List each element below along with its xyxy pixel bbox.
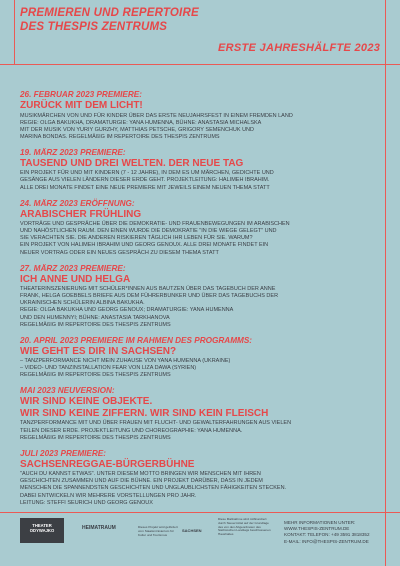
event-item [20,264,382,329]
event-description [20,113,382,141]
theater-logo-text: THEATER ODYWAJKO [29,523,55,533]
event-line: REGELMÄßIG IM REPERTOIRE DES THESPIS ZENTRUMS [20,434,171,441]
event-title: WIR SIND KEINE OBJEKTE. [20,396,153,408]
event-line: SIE VERACHTEN SIE. DIE ANDEREN RISKIEREN TÄGLICH IHR LEBEN FÜR SIE. WARUM? [20,235,253,242]
event-title: SACHSENREGGAE-BÜRGERBÜHNE [20,458,195,470]
event-line: UND NAHÖSTLICHEN RAUM. DEN EINEN WURDE DIE DEMOKRATIE "IN DIE WIEGE GELEGT" UND [20,228,277,235]
page-title-line-2: DES THESPIS ZENTRUMS [20,21,168,33]
event-item [20,386,382,441]
event-line: "AUCH DU KANNST ETWAS". UNTER DIESEM MOTTO BRINGEN WIR MENSCHEN MIT IHREN [20,471,261,478]
event-description [20,420,382,441]
event-description [20,170,382,191]
event-title: ARABISCHER FRÜHLING [20,208,142,220]
event-date: 24. MÄRZ 2023 ERÖFFNUNG: [20,198,135,208]
event-line: UND DEN HUMENNYI; BÜHNE: ANASTASIA TARKHANOVA [20,314,170,321]
event-date: JULI 2023 PREMIERE: [20,448,106,458]
sponsor-text: Diese Maßnahme wird mitfinanziert durch Steuermittel auf der Grundlage des von den Abgeordneten des Sächsischen Landtags beschlossenen Haushaltes [218,517,271,537]
event-line: MIT DER MUSIK VON YURIY GURZHY, MATTHIAS PETSCHE, GRIGORY SEMENCHUK UND [20,126,254,133]
phone-contact: KONTAKT: TELEFON: +49 3591 3818352 [284,532,370,538]
event-list [20,90,382,514]
email-link[interactable]: E-MAIL: INFO@THESPIS-ZENTRUM.DE [284,538,369,544]
event-line: EIN PROJEKT FÜR UND MIT KINDERN (7 - 12 JAHRE), IN DEM ES UM MÄRCHEN, GEDICHTE UND [20,170,274,177]
event-line: MARINA BONDAS. REGELMÄßIG IM REPERTOIRE DES THESPIS ZENTRUMS [20,133,220,140]
event-line: GESCHICHTEN ZUSAMMEN UND AUF DIE BÜHNE. EIN PROJEKT DARÜBER, DASS IN JEDEM [20,478,263,485]
event-description [20,358,382,379]
event-line: MENSCHEN DIE SPANNENDSTEN GESCHICHTEN UND UNGLAUBLICHSTEN FÄHIGKEITEN STECKEN. [20,485,287,492]
more-info [284,520,378,545]
event-title: TAUSEND UND DREI WELTEN. DER NEUE TAG [20,157,244,169]
sachsen-logo [182,529,202,533]
event-line: DABEI ENTWICKELN WIR MEHRERE VORSTELLUNGEN PRO JAHR. [20,492,197,499]
event-date: MAI 2023 NEUVERSION: [20,386,115,396]
event-line: REGIE: OLGA BAKUKHA, DRAMATURGIE: YANA HUMENNA, BÜHNE: ANASTASIA MICHALSKA [20,119,262,126]
event-line: ALLE DREI MONATE FINDET EINE NEUE PREMIERE MIT JEWEILS EINEM NEUEN THEMA STATT [20,184,270,191]
event-line: GESÄNGE AUS VIELEN LÄNDERN DIESER ERDE GEHT. PROJEKTLEITUNG: HALIMEH IBRAHIM. [20,177,270,184]
heimatraum-logo-text: HEIMATRAUM [82,525,116,531]
event-line: LEITUNG: STEFFI SEURICH UND GEORG GENOUX [20,499,153,506]
event-date: 20. APRIL 2023 PREMIERE IM RAHMEN DES PROGRAMMS: [20,335,253,345]
event-line: NEUER VORTRAG ODER EIN NEUES GESPRÄCH ZU DIESEM THEMA STATT [20,249,219,256]
event-item [20,336,382,380]
event-line: – VIDEO- UND TANZINSTALLATION FEAR VON LIZA DAWA (SYRIEN) [20,365,197,372]
event-line: VORTRÄGE UND GESPRÄCHE ÜBER DIE DEMOKRATIE- UND FRAUENBEWEGUNGEN IM ARABISCHEN [20,221,290,228]
event-title: WIE GEHT ES DIR IN SACHSEN? [20,345,177,357]
event-date: 27. MÄRZ 2023 PREMIERE: [20,263,126,273]
event-title-line-2: WIR SIND KEINE ZIFFERN. WIR SIND KEIN FLEISCH [20,407,269,419]
event-line: TEILEN DIESER ERDE. PROJEKTLEITUNG UND CHOREOGRAPHIE: YANA HUMENNA. [20,427,243,434]
event-title: ICH ANNE UND HELGA [20,273,131,285]
event-line: – TANZPERFORMANCE NICHT MEIN ZUHAUSE VON YANA HUMENNA (UKRAINE) [20,358,231,365]
sponsor-text-1 [138,526,178,537]
event-description [20,286,382,329]
event-line: FRANK, HELGA GOEBBELS BRIEFE AUS DEM FÜHRERBUNKER UND ÜBER DAS TAGEBUCHS DER [20,293,279,300]
event-item [20,449,382,507]
event-item [20,148,382,192]
event-line: THEATERINSZENIERUNG MIT SCHÜLER*INNEN AUS BAUTZEN ÜBER DAS TAGEBUCH DER ANNE [20,286,276,293]
event-description [20,221,382,256]
heimatraum-logo [82,526,116,531]
footer [20,516,382,560]
event-line: TANZPERFORMANCE MIT UND ÜBER FRAUEN MIT FLUCHT- UND GEWALTERFAHRUNGEN AUS VIELEN [20,420,292,427]
frame-line-right [385,0,386,566]
event-date: 19. MÄRZ 2023 PREMIERE: [20,147,126,157]
event-line: UKRAINISCHEN SCHÜLERIN ALBINA BAKUKHA. [20,300,145,307]
event-line: MUSIKMÄRCHEN VON UND FÜR KINDER ÜBER DAS ERSTE NEUJAHRSFEST IN EINEM FREMDEN LAND [20,112,293,119]
event-item [20,90,382,141]
sachsen-label: SACHSEN [182,528,202,533]
event-line: EIN PROJEKT VON HALIMEH IBRAHIM UND GEORG GENOUX. ALLE DREI MONATE FINDET EIN [20,242,269,249]
more-info-title: MEHR INFORMATIONEN UNTER: [284,520,356,525]
event-line: REGELMÄßIG IM REPERTOIRE DES THESPIS ZENTRUMS [20,372,171,379]
website-link[interactable]: WWW.THESPIS-ZENTRUM.DE [284,526,350,532]
event-line: REGIE: OLGA BAKUKHA UND GEORG GENOUX; DRAMATURGIE: YANA HUMENNA [20,307,234,314]
sponsor-text: Dieses Projekt wird gefördert vom Staatsministerium für Kultur und Tourismus [138,525,178,537]
theater-logo [20,518,64,543]
event-date: 26. FEBRUAR 2023 PREMIERE: [20,90,142,99]
page-title-line-1: PREMIEREN UND REPERTOIRE [20,7,199,19]
event-title: ZURÜCK MIT DEM LICHT! [20,100,143,111]
event-item [20,199,382,257]
frame-line-top [0,64,400,65]
event-description [20,471,382,506]
event-line: REGELMÄßIG IM REPERTOIRE DES THESPIS ZENTRUMS [20,321,171,328]
sponsor-text-2 [218,518,274,537]
header [20,6,390,54]
frame-line-left [14,0,15,64]
page-subtitle: ERSTE JAHRESHÄLFTE 2023 [218,42,381,54]
